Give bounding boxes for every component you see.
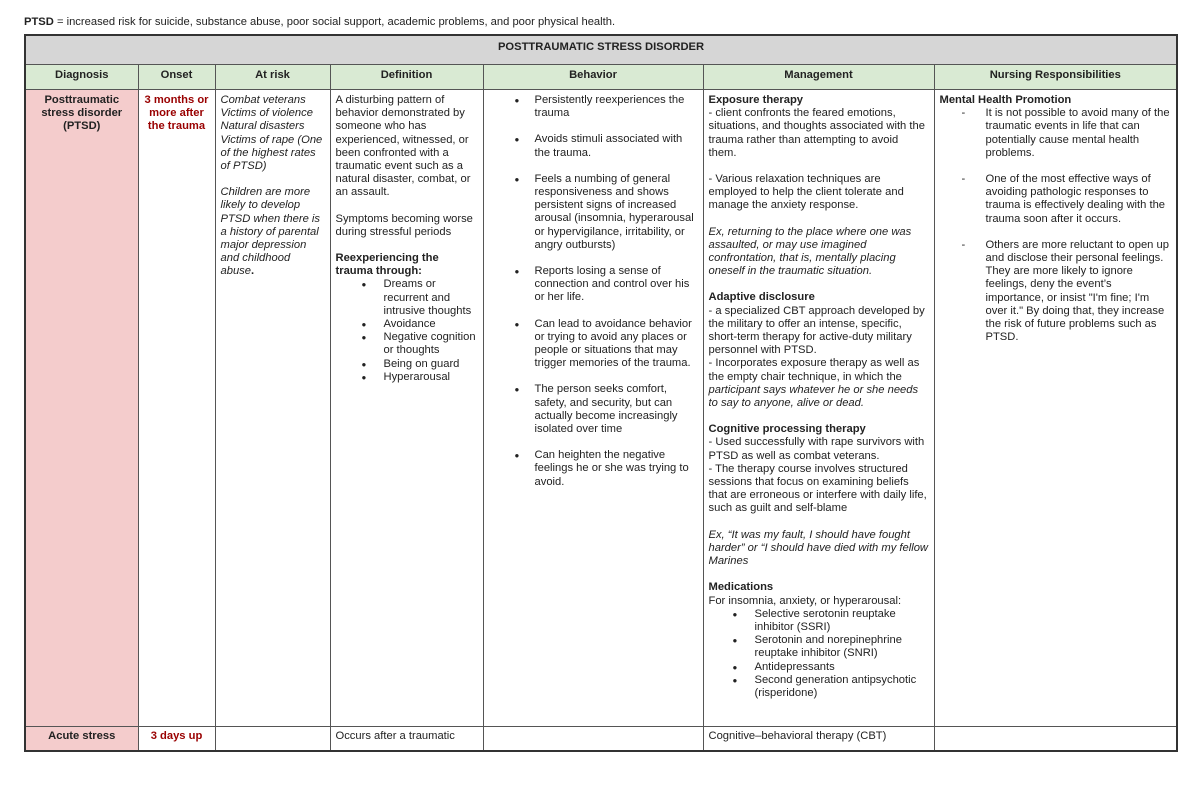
at-risk-children	[221, 186, 325, 278]
adaptive-text-2a: - Incorporates exposure therapy as well as the empty chair technique, in which the	[708, 357, 920, 383]
definition-text: A disturbing pattern of behavior demonstrated by someone who has experienced, witnessed, or been confronted with a traumatic event such as a natural disaster, combat, or an assault.	[335, 94, 471, 199]
nursing-list	[940, 107, 1172, 344]
list-item: ● Hyperarousal	[376, 371, 478, 384]
nursing-heading: Mental Health Promotion	[939, 94, 1072, 106]
header-management: Management	[703, 65, 934, 90]
header-onset: Onset	[138, 65, 215, 90]
cell-behavior-ptsd	[483, 90, 703, 727]
header-diagnosis: Diagnosis	[25, 65, 138, 90]
table-row-acute	[25, 727, 1177, 752]
cell-onset-ptsd: 3 months or more after the trauma	[138, 90, 215, 727]
at-risk-groups: Combat veterans Victims of violence Natural disasters Victims of rape (One of the highest rates of PTSD)	[220, 94, 323, 173]
list-item: ● Selective serotonin reuptake inhibitor (SSRI)	[753, 608, 929, 634]
list-item: - Others are more reluctant to open up and disclose their personal feelings. They are more likely to ignore feelings, deny the event’s importance, or insist "I'm fine; I'm over it." By doing that, they increase the risk of future problems such as PTSD.	[940, 239, 1172, 345]
intro-line	[24, 16, 615, 29]
list-item: ● Reports losing a sense of connection and control over his or her life.	[489, 265, 698, 305]
med-list	[709, 608, 929, 700]
cell-nursing-ptsd	[934, 90, 1177, 727]
cell-diagnosis-ptsd: Posttraumatic stress disorder (PTSD)	[25, 90, 138, 727]
cell-nursing-acute	[934, 727, 1177, 752]
list-item: ● Second generation antipsychotic (risperidone)	[753, 674, 929, 700]
reexp-list	[336, 278, 478, 384]
cell-at-risk-acute	[215, 727, 330, 752]
list-item: - One of the most effective ways of avoiding pathologic responses to trauma is effectively dealing with the trauma soon after it occurs.	[940, 173, 1172, 226]
header-at-risk: At risk	[215, 65, 330, 90]
adaptive-text-2b: participant says whatever he or she needs to say to anyone, alive or dead.	[708, 383, 919, 410]
cell-onset-acute: 3 days up	[138, 727, 215, 752]
header-behavior: Behavior	[483, 65, 703, 90]
med-heading: Medications	[708, 581, 774, 594]
cell-management-ptsd	[703, 90, 934, 727]
cell-management-acute: Cognitive–behavioral therapy (CBT)	[703, 727, 934, 752]
at-risk-children-end: .	[250, 265, 255, 278]
at-risk-children-text: Children are more likely to develop PTSD when there is a history of parental major depression and childhood abuse	[220, 186, 320, 278]
cell-diagnosis-acute: Acute stress	[25, 727, 138, 752]
exposure-example: Ex, returning to the place where one was assaulted, or may use imagined confrontation, that is, mentally placing oneself in the traumatic situation.	[708, 225, 912, 278]
definition-symptoms: Symptoms becoming worse during stressful periods	[335, 212, 473, 238]
exposure-text-1: - client confronts the feared emotions, situations, and thoughts associated with the trauma rather than attempting to avoid them.	[708, 107, 925, 159]
cell-at-risk-ptsd	[215, 90, 330, 727]
cell-definition-ptsd	[330, 90, 483, 727]
list-item: ● Can heighten the negative feelings he or she was trying to avoid.	[489, 449, 698, 489]
ptsd-table	[24, 34, 1178, 752]
list-item: - It is not possible to avoid many of the traumatic events in life that can potentially cause mental health problems.	[940, 107, 1172, 160]
cpt-text-2: - The therapy course involves structured sessions that focus on examining beliefs that are erroneous or interfere with daily life, such as guilt and self-blame	[708, 462, 927, 515]
list-item: ● Avoids stimuli associated with the trauma.	[489, 133, 698, 159]
list-item: ● Negative cognition or thoughts	[376, 331, 478, 357]
table-row-ptsd	[25, 90, 1177, 727]
list-item: ● Can lead to avoidance behavior or trying to avoid any places or people or situations that may trigger memories of the trauma.	[489, 318, 698, 371]
reexp-heading: Reexperiencing the trauma through:	[335, 252, 439, 278]
cpt-heading: Cognitive processing therapy	[708, 423, 866, 436]
cpt-text-1: - Used successfully with rape survivors with PTSD as well as combat veterans.	[708, 436, 925, 462]
list-item: ● The person seeks comfort, safety, and security, but can actually become increasingly isolated over time	[489, 383, 698, 436]
exposure-text-2: - Various relaxation techniques are employed to help the client tolerate and manage the anxiety response.	[708, 173, 904, 212]
adaptive-heading: Adaptive disclosure	[708, 291, 815, 304]
list-item: ● Serotonin and norepinephrine reuptake inhibitor (SNRI)	[753, 634, 929, 660]
cell-definition-acute: Occurs after a traumatic	[330, 727, 483, 752]
cpt-example: Ex, “It was my fault, I should have fought harder” or “I should have died with my fellow Marines	[708, 528, 929, 568]
cell-behavior-acute	[483, 727, 703, 752]
behavior-list	[489, 94, 698, 489]
adaptive-text-2	[709, 357, 929, 410]
intro-text: = increased risk for suicide, substance abuse, poor social support, academic problems, and poor physical health.	[53, 16, 616, 28]
header-definition: Definition	[330, 65, 483, 90]
intro-lead: PTSD	[24, 16, 54, 28]
header-nursing: Nursing Responsibilities	[934, 65, 1177, 90]
adaptive-text-1: - a specialized CBT approach developed by the military to offer an intense, specific, short-term therapy for active-duty military personnel with PTSD.	[708, 304, 925, 357]
exposure-heading: Exposure therapy	[708, 94, 804, 106]
list-item: ● Persistently reexperiences the trauma	[489, 94, 698, 120]
list-item: ● Avoidance	[376, 318, 478, 331]
list-item: ● Being on guard	[376, 358, 478, 371]
med-intro: For insomnia, anxiety, or hyperarousal:	[708, 594, 902, 607]
table-title: POSTTRAUMATIC STRESS DISORDER	[25, 35, 1177, 65]
list-item: ● Dreams or recurrent and intrusive thoughts	[376, 278, 478, 318]
list-item: ● Antidepressants	[753, 661, 929, 674]
list-item: ● Feels a numbing of general responsiveness and shows persistent signs of increased arousal (insomnia, hyperarousal or hypervigilance, irritability, or angry outbursts)	[489, 173, 698, 252]
